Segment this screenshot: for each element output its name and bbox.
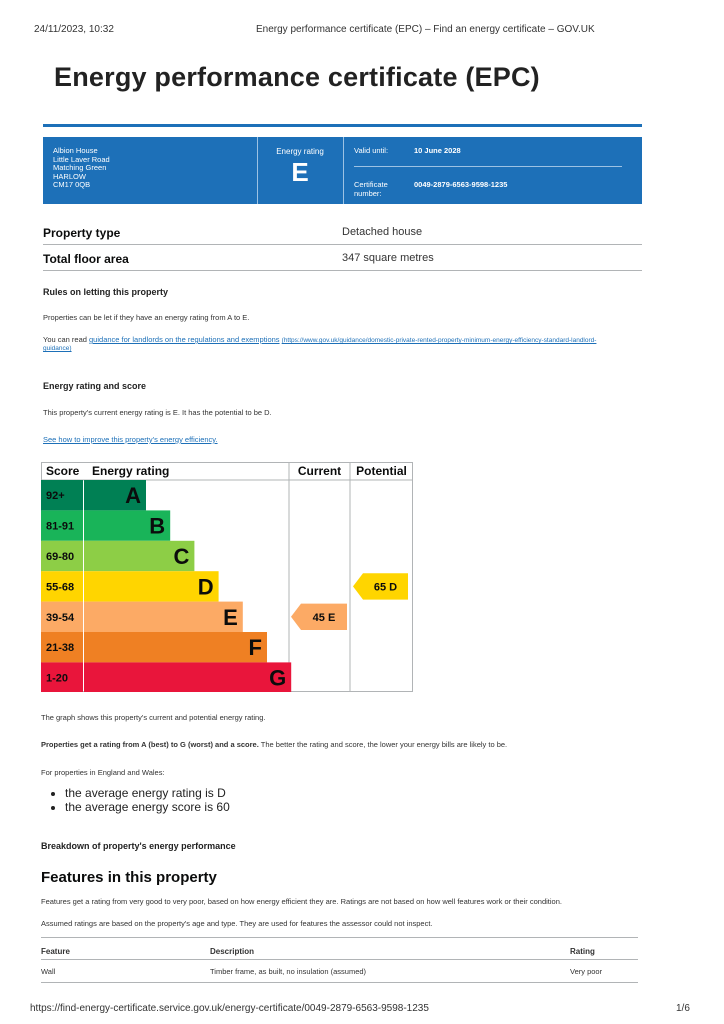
letting-guidance: [43, 335, 596, 344]
certificate-number-value: 0049-2879-6563-9598-1235: [414, 180, 508, 189]
property-type-value: Detached house: [342, 226, 423, 238]
page-title: Energy performance certificate (EPC): [54, 62, 540, 92]
col-rating: Rating: [570, 947, 595, 956]
address-line: CM17 0QB: [53, 180, 91, 189]
graph-note: The graph shows this property's current and potential energy rating.: [41, 713, 266, 722]
rating-bar-e: [84, 602, 243, 632]
page-url: https://find-energy-certificate.service.gov.uk/energy-certificate/0049-2879-6563-9598-1235: [30, 1003, 429, 1014]
score-label: 92+: [46, 490, 65, 503]
averages-list: [43, 786, 230, 814]
read-prefix: You can read: [43, 335, 90, 344]
potential-rating-label: 65 D: [373, 581, 398, 594]
current-rating-label: 45 E: [312, 611, 336, 624]
improve-efficiency-link[interactable]: See how to improve this property's energy efficiency.: [43, 435, 218, 444]
valid-until-label: Valid until:: [354, 146, 389, 155]
guidance-url-cont[interactable]: guidance): [43, 345, 72, 352]
col-feature: Feature: [41, 947, 70, 956]
property-type-row: [43, 219, 642, 245]
print-page-title: Energy performance certificate (EPC) – Find an energy certificate – GOV.UK: [256, 24, 595, 35]
letting-heading: Rules on letting this property: [43, 287, 169, 297]
features-text: Features get a rating from very good to very poor, based on how energy efficient they are. Ratings are not based on how well features work or their condition.: [41, 897, 562, 906]
ratings-explanation: [41, 740, 507, 749]
table-header-rule: [41, 959, 638, 960]
description-cell: Timber frame, as built, no insulation (assumed): [210, 967, 367, 976]
assumed-ratings-text: Assumed ratings are based on the property's age and type. They are used for features the assessor could not inspect.: [41, 919, 433, 928]
header-current: Current: [297, 464, 342, 478]
address-line: Matching Green: [53, 163, 107, 172]
ratings-explanation-rest: The better the rating and score, the lower your energy bills are likely to be.: [258, 740, 508, 749]
title-rule: [43, 124, 642, 127]
floor-area-label: Total floor area: [43, 252, 129, 266]
rating-letter-d: D: [197, 574, 214, 600]
table-top-rule: [41, 937, 638, 938]
features-heading: Features in this property: [41, 869, 217, 886]
floor-area-row: [43, 245, 642, 271]
rating-letter-e: E: [223, 604, 238, 630]
summary-box: [43, 137, 642, 204]
energy-rating-graph: [41, 462, 413, 692]
header-potential: Potential: [356, 464, 407, 478]
rating-letter-c: C: [173, 544, 190, 569]
letting-text: Properties can be let if they have an energy rating from A to E.: [43, 313, 250, 322]
landlord-guidance-link[interactable]: guidance for landlords on the regulations and exemptions: [89, 335, 280, 344]
rating-cell: Very poor: [570, 967, 603, 976]
rating-heading: Energy rating and score: [43, 381, 147, 391]
rating-text: This property's current energy rating is E. It has the potential to be D.: [43, 408, 272, 417]
rating-bar-g: [84, 662, 291, 692]
address-line: HARLOW: [53, 171, 86, 181]
address-line: Albion House: [53, 146, 98, 155]
certificate-number-label: Certificate number:: [354, 180, 388, 198]
property-type-label: Property type: [43, 226, 121, 240]
header-energy-rating: Energy rating: [92, 464, 170, 478]
energy-rating-value: E: [291, 157, 309, 187]
score-label: 21-38: [46, 642, 75, 655]
divider: [343, 137, 344, 204]
col-description: Description: [210, 947, 255, 956]
feature-cell: Wall: [41, 967, 56, 976]
property-address: [53, 147, 110, 190]
divider: [354, 166, 622, 167]
ratings-explanation-bold: Properties get a rating from A (best) to G (worst) and a score.: [41, 740, 259, 749]
average-score-item: • the average energy score is 60: [65, 800, 230, 814]
table-row-rule: [41, 982, 638, 983]
rating-bar-f: [84, 632, 267, 662]
rating-letter-f: F: [248, 635, 262, 661]
score-label: 69-80: [46, 551, 75, 563]
score-label: 81-91: [46, 520, 75, 533]
energy-rating-chart: [41, 462, 413, 692]
england-wales-note: For properties in England and Wales:: [41, 768, 165, 777]
average-rating-item: • the average energy rating is D: [65, 786, 230, 800]
breakdown-heading: Breakdown of property's energy performance: [41, 841, 236, 851]
floor-area-value: 347 square metres: [342, 252, 434, 264]
print-datetime: 24/11/2023, 10:32: [34, 24, 114, 35]
rating-letter-a: A: [125, 483, 141, 509]
score-label: 55-68: [46, 581, 75, 594]
header-score: Score: [46, 464, 80, 478]
address-line: Little Laver Road: [53, 154, 110, 164]
score-label: 39-54: [46, 611, 75, 624]
rating-letter-b: B: [149, 513, 166, 539]
page-number: 1/6: [676, 1003, 690, 1014]
rating-letter-g: G: [269, 665, 287, 691]
energy-rating-label: Energy rating: [276, 147, 324, 156]
guidance-url[interactable]: (https://www.gov.uk/guidance/domestic-private-rented-property-minimum-energy-efficiency-standard-landlord-: [281, 337, 597, 344]
valid-until-value: 10 June 2028: [414, 146, 461, 155]
score-label: 1-20: [46, 672, 69, 685]
